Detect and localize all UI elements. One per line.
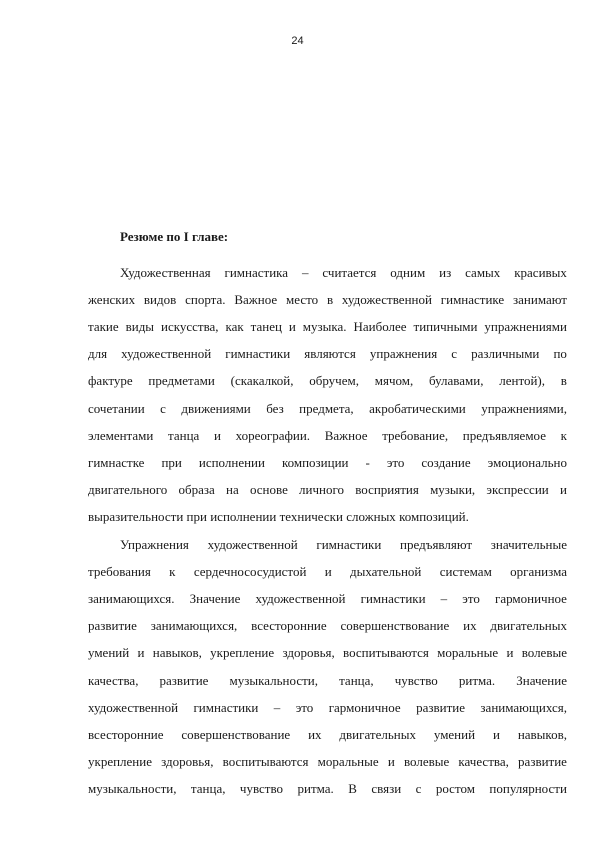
word: в [326, 292, 334, 308]
word: развитие [416, 699, 466, 715]
page-number: 24 [291, 35, 304, 47]
word: обручем, [309, 373, 359, 389]
word: основе [249, 481, 288, 497]
word: Важное [324, 427, 368, 443]
text-line [88, 428, 567, 444]
word: умений [88, 645, 130, 661]
word: волевые [403, 753, 450, 769]
word: без [266, 400, 284, 416]
word: требование, [382, 427, 449, 443]
word: композиции [281, 454, 349, 470]
word: из [439, 265, 452, 280]
word: развитие [88, 618, 137, 634]
word: системам [439, 564, 492, 580]
word: воспитываются [222, 753, 309, 769]
word: для [88, 346, 108, 362]
word: совершенствование [181, 726, 291, 742]
word: выразительности [88, 508, 187, 524]
word: самых [465, 265, 501, 280]
word: здоровья, [161, 753, 214, 769]
word: в [560, 373, 567, 389]
word: хореографии. [235, 427, 311, 443]
word: предъявляют [400, 537, 473, 552]
word: считается [322, 265, 377, 280]
word: упражнения [369, 346, 438, 362]
word: исполнении [198, 454, 265, 470]
word: музыкальности, [88, 780, 177, 796]
word: гармоничное [328, 699, 401, 715]
word: лентой), [499, 373, 545, 389]
word: совершенствование [340, 618, 450, 634]
word: танец [250, 319, 282, 335]
word: ростом [435, 780, 475, 796]
word: художественной [341, 292, 432, 308]
word: такие [88, 319, 119, 335]
word: Художественная [120, 265, 211, 280]
word: различными [471, 346, 540, 362]
word: требования [88, 564, 151, 580]
word: музыки, [430, 481, 476, 497]
word: при [186, 508, 211, 524]
word: технически [279, 508, 347, 524]
word: - [365, 454, 370, 470]
word: воспитываются [343, 645, 429, 661]
text-line [120, 537, 567, 553]
word: эмоционально [487, 454, 567, 470]
word: умений [433, 726, 476, 742]
word: с [160, 400, 166, 416]
word: ритма. [458, 672, 496, 688]
word: качества, [458, 753, 509, 769]
word: являются [304, 346, 356, 362]
word: упражнениями [484, 319, 567, 335]
word: гимнастике [440, 292, 505, 308]
word: развитие [518, 753, 567, 769]
word: на [226, 481, 239, 497]
word: двигательного [88, 481, 168, 497]
word: фактуре [88, 373, 133, 389]
text-line [88, 645, 567, 661]
word: видов [143, 292, 177, 308]
word: это [386, 454, 405, 470]
word: гимнастики [360, 591, 426, 607]
word: организма [510, 564, 567, 580]
word: их [308, 726, 322, 742]
word: их [463, 618, 477, 634]
word: здоровья, [282, 645, 335, 661]
text-line [88, 292, 567, 308]
word: создание [421, 454, 471, 470]
word: по [553, 346, 567, 362]
word: и [213, 427, 221, 443]
word: двигательных [490, 618, 567, 634]
word: композиций. [399, 508, 469, 524]
word: Наиболее [353, 319, 407, 335]
word: В [348, 780, 357, 796]
word: волевые [521, 645, 567, 661]
word: всесторонние [88, 726, 164, 742]
word: гимнастики [316, 537, 382, 552]
word: навыков, [152, 645, 202, 661]
text-line [88, 346, 567, 362]
word: укрепление [210, 645, 275, 661]
word: связи [371, 780, 402, 796]
word: место [286, 292, 319, 308]
word: развитие [159, 672, 209, 688]
word: гимнастики [193, 699, 259, 715]
word: предмета, [299, 400, 354, 416]
word: занимающихся. [88, 591, 175, 607]
text-line [88, 727, 567, 743]
text-line [120, 265, 567, 281]
word: популярности [489, 780, 567, 796]
word: танца [168, 427, 200, 443]
word: дыхательной [350, 564, 422, 580]
word: и [559, 481, 567, 497]
text-line [88, 373, 567, 389]
word: художественной [88, 699, 179, 715]
word: булавами, [428, 373, 484, 389]
word: Значение [189, 591, 241, 607]
word: и [288, 319, 296, 335]
word: с [415, 780, 422, 796]
text-line [88, 781, 567, 797]
word: – [273, 699, 281, 715]
word: и [492, 726, 500, 742]
text-line [88, 754, 567, 770]
word: к [169, 564, 176, 580]
word: это [462, 591, 480, 607]
word: как [225, 319, 244, 335]
word: и [137, 645, 145, 661]
word: гармоничное [494, 591, 567, 607]
word: Упражнения [120, 537, 189, 552]
word: всесторонние [251, 618, 327, 634]
word: танца, [190, 780, 226, 796]
word: художественной [121, 346, 212, 362]
word: гимнастики [225, 346, 291, 362]
text-line [88, 564, 567, 580]
word: навыков, [517, 726, 567, 742]
word: женских [88, 292, 136, 308]
word: моральные [317, 753, 379, 769]
word: исполнении [210, 508, 280, 524]
text-line [88, 319, 567, 335]
word: качества, [88, 672, 139, 688]
word: – [440, 591, 448, 607]
word: и [506, 645, 514, 661]
word: занимающихся, [480, 699, 567, 715]
text-line [88, 455, 567, 471]
word: акробатическими [369, 400, 466, 416]
word: чувство [239, 780, 284, 796]
word: художественной [207, 537, 298, 552]
word: и [324, 564, 332, 580]
word: музыка. [302, 319, 347, 335]
word: чувство [394, 672, 438, 688]
text-line [88, 618, 567, 634]
text-line [88, 673, 567, 689]
word: гимнастика [224, 265, 289, 280]
word: элементами [88, 427, 154, 443]
word: с [451, 346, 458, 362]
word: танца, [339, 672, 374, 688]
word: и [387, 753, 395, 769]
word: одним [390, 265, 426, 280]
word: типичными [413, 319, 478, 335]
word: восприятия [355, 481, 419, 497]
word: Важное [234, 292, 278, 308]
word: сложных [346, 508, 400, 524]
word: музыкальности, [229, 672, 318, 688]
word: двигательных [339, 726, 416, 742]
word: ритма. [297, 780, 334, 796]
word: занимают [513, 292, 567, 308]
word: – [301, 265, 309, 280]
word: предъявляемое [462, 427, 546, 443]
section-heading: Резюме по I главе: [120, 229, 229, 244]
word: сочетании [88, 400, 145, 416]
word: экспрессии [486, 481, 549, 497]
word: художественной [255, 591, 346, 607]
word: спорта. [185, 292, 226, 308]
text-line [88, 401, 567, 417]
text-line [88, 482, 567, 498]
word: личного [299, 481, 344, 497]
word: к [560, 427, 567, 443]
word: виды [125, 319, 155, 335]
word: значительные [490, 537, 567, 552]
word: укрепление [88, 753, 152, 769]
text-line [88, 700, 567, 716]
word: это [295, 699, 314, 715]
word: красивых [514, 265, 567, 280]
text-line [88, 509, 469, 525]
word: моральные [437, 645, 499, 661]
text-line [88, 591, 567, 607]
word: сердечнососудистой [193, 564, 307, 580]
word: при [161, 454, 182, 470]
word: предметами [148, 373, 215, 389]
word: упражнениями, [481, 400, 567, 416]
word: гимнастке [88, 454, 145, 470]
word: образа [178, 481, 215, 497]
word: движениями [181, 400, 251, 416]
word: искусства, [160, 319, 219, 335]
word: (скакалкой, [230, 373, 294, 389]
word: Значение [516, 672, 567, 688]
word: мячом, [374, 373, 414, 389]
word: занимающихся, [150, 618, 238, 634]
